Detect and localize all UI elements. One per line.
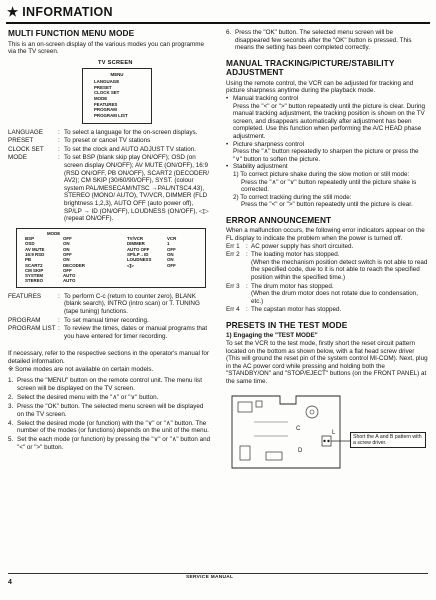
test-mode-diagram [226,392,429,472]
definition-text: To perform C-c (return to counter zero), BLANK (blank search), INTRO (intro scan) or T. TUNING (tape tuning) functions. [64,292,200,315]
mode-setting-label: DIMMER [127,241,145,247]
error-separator: : [246,251,248,259]
mode-setting-value: OFF [167,246,176,252]
menu-item: LANGUAGE [94,79,120,85]
mode-setting-label: OSD [25,241,35,247]
tracking-intro: Using the remote control, the VCR can be adjusted for tracking and picture sharpness anytime during the playback mode. [226,79,414,95]
mode-setting-label: SCART2 [25,262,43,268]
error-code: Err 4 [226,306,240,314]
mode-setting-label: PB [25,257,32,263]
step-item [226,29,429,52]
definition-term: PRESET [8,137,34,145]
definition-text: To preset or cancel TV stations [64,137,151,145]
definition-term: FEATURES [8,292,42,300]
definition-text: To set the clock and AUTO ADJUST TV station. [64,145,196,153]
definition-separator: : [58,292,60,300]
bullet-title-text: Stability adjustment [233,163,288,171]
left-column [8,29,211,453]
stability-sub-text: Press the "<" or ">" button repeatedly until the picture is clear. [241,201,413,209]
mode-setting-value: 1 [167,241,170,247]
menu-item: CLOCK SET [94,90,120,96]
menu-item: PROGRAM LIST [94,112,128,118]
mode-setting-value: AUTO [63,278,76,284]
section-heading-error-announcement: ERROR ANNOUNCEMENT [226,214,332,225]
error-text: AC power supply has short circuited. [251,242,354,250]
error-separator: : [246,242,248,250]
board-component [256,401,262,407]
mode-screen-right-group [127,236,197,284]
definition-term: CLOCK SET [8,145,44,153]
header-rule [6,22,430,24]
definition-separator: : [58,316,60,324]
definition-mode [8,154,211,222]
section-heading-multi-function-menu: MULTI FUNCTION MENU MODE [8,28,135,38]
mode-screen-columns [25,236,199,284]
step-item [8,420,211,435]
right-column [226,29,429,472]
board-component [240,446,250,460]
menu-item: PROGRAM [94,107,117,113]
definition-term: PROGRAM [8,316,41,324]
menu-intro: This is an on-screen display of the various modes you can programme via the TV screen. [8,40,204,56]
definition-program [8,317,211,325]
mode-setting-label: AUTO OFF [127,246,150,252]
definition-preset [8,137,211,145]
mode-setting-value: ON [63,241,70,247]
mode-setting-value: ON [167,257,174,263]
definition-language [8,129,211,137]
definition-separator: : [58,154,60,162]
mode-setting-value: AUTO [63,273,76,279]
error-item [226,283,429,306]
note-refer-manual: If necessary, refer to the respective sections in the operator's manual for detailed information. [8,350,209,365]
mode-screen-illustration [16,228,206,288]
error-body [251,251,429,281]
definition-separator: : [58,128,60,136]
menu-screen-title: MENU [110,71,124,77]
mode-setting-label: LOUDNESS [127,257,152,263]
error-code: Err 1 [226,242,240,250]
definition-term: MODE [8,154,27,162]
page-title: ★ INFORMATION [7,5,113,19]
definition-term: LANGUAGE [8,128,43,136]
footer-label: SERVICE MANUAL [186,575,234,580]
mode-setting-value: VCR [167,236,177,242]
mode-setting-label: CM SKIP [25,267,44,273]
board-component [266,452,282,460]
error-item [226,243,429,251]
definition-features [8,293,211,316]
board-label: D [298,447,303,454]
stability-sub-heading: 2) To correct tracking during the still mode: [233,193,352,201]
bullet-stability [226,163,429,171]
mode-setting-value: OFF [167,262,176,268]
section-heading-manual-tracking: MANUAL TRACKING/PICTURE/STABILITY ADJUSTMENT [226,57,395,78]
board-outline [232,396,340,468]
mode-setting-label: BSP [25,236,35,242]
menu-item: PRESET [94,84,112,90]
mode-setting-label: SP/LP→ID [127,252,149,257]
mode-setting-label: 16:9 RSD [25,252,45,257]
mode-setting-value: DECODER [63,262,85,268]
reset-pattern-point [323,439,325,441]
mode-screen-title: MODE [47,230,61,236]
step-number: 1. [8,377,14,385]
mode-setting-value: ON [63,246,70,252]
error-note: (When the mechanism position detect switch is not able to read the specified code, due to it is not able to reach the specified position within the specified time.) [251,258,428,281]
board-hole-center [310,410,314,414]
tv-screen-menu-illustration [82,68,152,124]
menu-item: FEATURES [94,101,118,107]
mode-setting-value: OFF [63,236,72,242]
error-body [251,283,429,306]
board-label: C [296,425,301,432]
bullet-title-text: Picture sharpness control [233,140,305,148]
menu-steps [8,377,211,451]
error-item [226,306,429,314]
mode-screen-left-group [25,236,97,284]
mode-setting-label: ◁▷ [127,262,134,268]
step-text: Select the desired menu with the "∧" or "∨" button. [17,393,159,401]
error-separator: : [246,282,248,290]
step-number: 6. [226,29,232,36]
mode-setting-label: AV MUTE [25,246,45,252]
bullet-icon: • [226,163,229,171]
step-item [8,377,211,392]
mode-setting-value: OFF [63,252,72,257]
reset-pattern-point [327,439,329,441]
menu-notes [8,350,211,373]
definition-separator: : [58,145,60,153]
step-text: Press the "OK" button. The selected menu screen will be disappeared few seconds after the "OK" button is pressed. This means the setting has been completed correctly. [235,29,412,52]
error-code: Err 2 [226,251,240,259]
bullet-title-text: Manual tracking control [233,94,299,102]
mode-setting-label: SYSTEM [25,273,44,279]
mode-setting-value: ON [167,252,174,257]
picture-sharpness-text: Press the "∧" button repeatedly to sharpen the picture or press the "∨" button to soften the picture. [233,148,419,163]
step-item [8,403,211,418]
definition-text: To set BSP (blank skip play ON/OFF); OSD (on screen display ON/OFF); AV MUTE (ON/OFF), 16:9 (RSD ON/OFF, PB ON/OFF), SCART2 (DECODER/ AV2); CM SKIP (30/60/90/OFF), SYST. (colour system PAL/MESECAM/NTSC →PAL/NTSC4.43), STEREO (MONO/ AUTO), TV/VCR, DIMMER (FLD brightness 1,2,3), AUTO OFF (auto power off), SP/LP → ID (ON/OFF), LOUDNESS (ON/OFF), ◁▷ (repeat ON/OFF). [64,154,210,223]
definition-text: To select a language for the on-screen displays. [64,128,198,136]
board-label: L [332,429,336,436]
bullet-icon: • [226,140,229,148]
definition-clock-set [8,146,211,154]
tv-screen-label: TV SCREEN [98,59,133,66]
page-number: 4 [8,579,12,586]
definition-text: To review the times, dates or manual programs that you have entered for timer recording. [64,325,208,340]
stability-sub-heading: 1) To correct picture shake during the slow motion or still mode: [233,170,410,178]
step-number: 3. [8,402,14,410]
definition-separator: : [58,325,60,333]
definition-term: PROGRAM LIST [8,325,56,333]
step-number: 5. [8,436,14,444]
engaging-test-mode-heading: 1) Engaging the "TEST MODE" [226,332,318,340]
step-number: 2. [8,393,14,401]
error-text: The capstan motor has stopped. [251,306,342,314]
bullet-icon: • [226,94,229,102]
step-text: Press the "MENU" button on the remote control unit. The menu list screen will be displayed on the TV screen. [17,377,202,392]
step-text: Press the "OK" button. The selected menu screen will be displayed on the TV screen. [17,402,204,418]
error-item [226,251,429,281]
mode-setting-value: OFF [63,267,72,273]
mode-setting-value: ON [63,257,70,263]
error-text: The loading motor has stopped. [251,251,340,259]
stability-sub-text: Press the "∧" or "∨" button repeatedly until the picture shake is corrected. [241,178,417,194]
error-note: (When the drum motor does not rotate due to condensation, etc.) [251,290,418,305]
definition-separator: : [58,137,60,145]
mode-setting-label: STEREO [25,278,44,284]
manual-tracking-text: Press the "<" or ">" button repeatedly until the picture is clear. During manual tracking adjustment, the tracking position is shown on the TV screen, and disappears automatically after adjustment has been completed. Use this function when performing the A/C HEAD phase adjustment. [233,102,426,140]
error-separator: : [246,306,248,314]
step-item [8,436,211,451]
menu-item: MODE [94,96,108,102]
error-text: The drum motor has stopped. [251,282,334,290]
engaging-test-mode-text: To set the VCR to the test mode, firstly short the reset circuit pattern located on the bottom as shown below, with a flat head screw driver (This will ground the reset pin of the system control MI-COM). Next, plug in the AC power cord while pressing and holding both the "STANDBY/ON" and "STOP/EJECT" buttons (on the FRONT PANEL) at the same time. [226,340,428,385]
definition-text: To set manual timer recording. [64,316,149,324]
definition-program-list [8,325,211,340]
error-intro: When a malfunction occurs, the following error indicators appear on the FL display to indicate the problem when the power is turned off. [226,227,425,242]
error-code: Err 3 [226,282,240,290]
bullet-manual-tracking [226,95,429,103]
note-models: ※ Some modes are not available on certain models. [8,365,154,373]
diagram-callout: Short the A and B pattern with a screw driver. [350,432,426,448]
section-heading-presets-test-mode: PRESETS IN THE TEST MODE [226,319,348,330]
step-text: Set the each mode (or function) by pressing the "∨" or "∧" button and "<" or ">" button. [17,436,211,451]
step-item [8,394,211,402]
step-number: 4. [8,419,14,427]
mode-setting-label: TV/VCR [127,236,144,242]
board-component [238,402,252,412]
board-hole [306,406,318,418]
bullet-picture-sharpness [226,141,429,149]
step-text: Select the desired mode (or function) with the "∨" or "∧" button. The number of the modes (or functions) depends on the unit of the menu. [17,419,209,435]
footer-rule [8,573,428,574]
